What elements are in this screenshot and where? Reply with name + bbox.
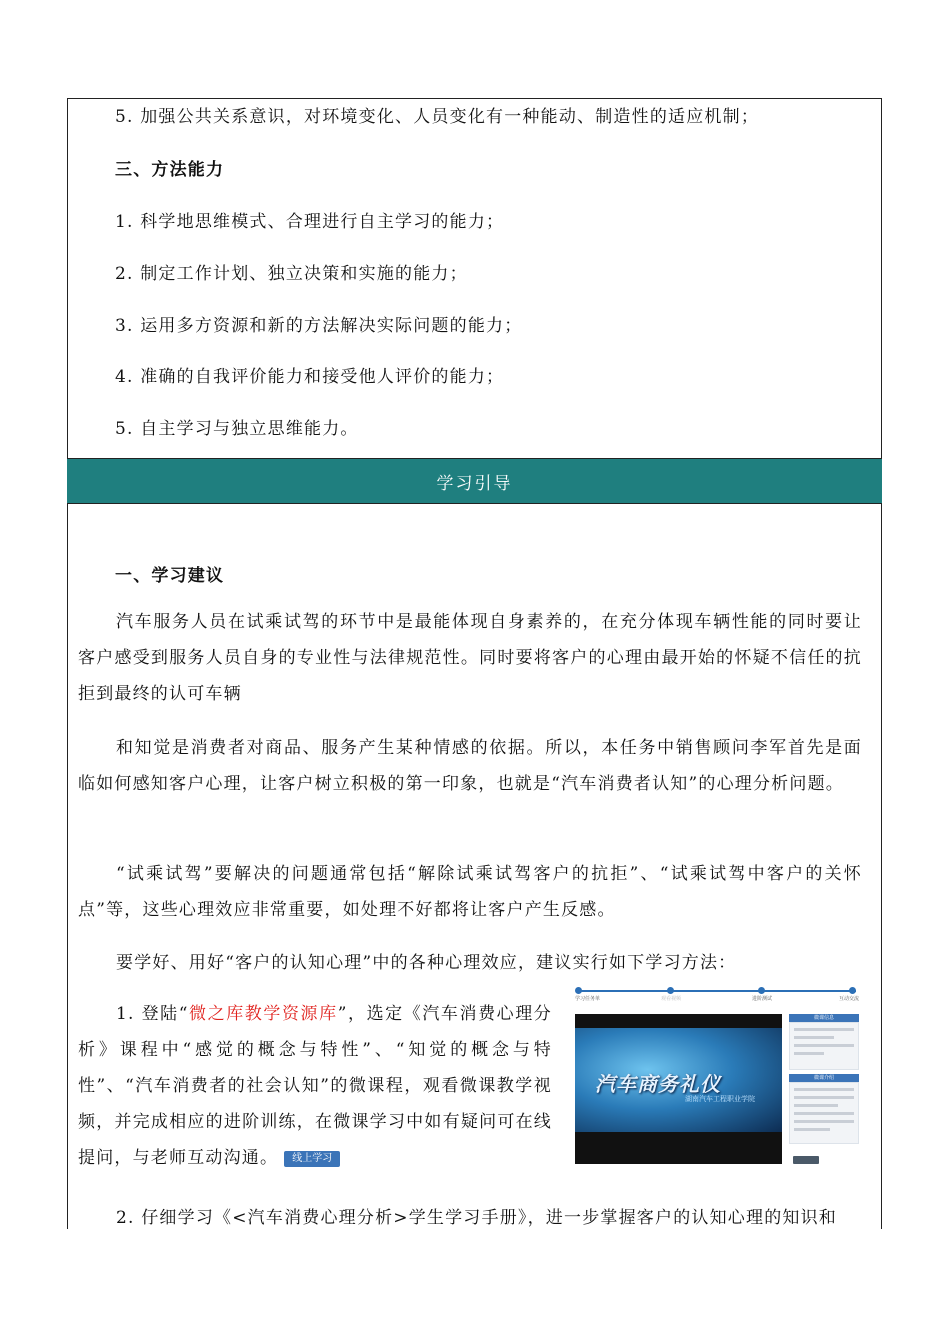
method-ability-item-2: 2. 制定工作计划、独立决策和实施的能力； [115,264,468,284]
resource-library-link[interactable]: 微之库教学资源库 [188,1004,338,1024]
video-title: 汽车商务礼仪 [595,1072,721,1096]
study-advice-heading: 一、学习建议 [115,566,225,586]
course-info-header: 微课信息 [789,1014,859,1022]
course-sidebar [789,1014,859,1164]
step-2-paragraph: 2. 仔细学习《<汽车消费心理分析>学生学习手册》，进一步掌握客户的认知心理的知识和 [116,1208,838,1228]
course-intro-header: 微课介绍 [789,1074,859,1082]
learning-guide-band [67,458,882,504]
advice-paragraph-4: 要学好、用好“客户的认知心理”中的各种心理效应，建议实行如下学习方法： [116,953,737,973]
method-ability-item-1: 1. 科学地思维模式、合理进行自主学习的能力； [115,212,505,232]
step-1-text: ”，选定《汽车消费心理分析》课程中“感觉的概念与特性”、“知觉的概念与特性”、“汽车消费者的社会认知”的微课程，观看微课教学视频，并完成相应的进阶训练，在微课学习中如有疑问可在线提问，与老师互动沟通。 [78,1004,553,1168]
method-ability-heading: 三、方法能力 [115,160,225,180]
course-screenshot [571,986,864,1166]
start-learning-button[interactable] [793,1156,819,1164]
advice-paragraph-3: “试乘试驾”要解决的问题通常包括“解除试乘试驾客户的抗拒”、“试乘试驾中客户的关怀点”等，这些心理效应非常重要，如处理不好都将让客户产生反感。 [78,864,862,920]
progress-label-4: 互动交流 [839,996,860,1002]
step-1-paragraph [78,996,552,1176]
course-intro-box [789,1082,859,1144]
video-subtitle: 湖南汽车工程职业学院 [685,1095,755,1103]
advice-paragraph-2: 和知觉是消费者对商品、服务产生某种情感的依据。所以，本任务中销售顾问李军首先是面临如何感知客户心理，让客户树立积极的第一印象，也就是“汽车消费者认知”的心理分析问题。 [78,738,862,794]
video-player[interactable] [575,1014,782,1164]
method-ability-item-4: 4. 准确的自我评价能力和接受他人评价的能力； [115,367,505,387]
learning-guide-title: 学习引导 [436,473,513,494]
progress-label-3: 进阶测试 [752,996,773,1002]
social-ability-item-5: 5. 加强公共关系意识，对环境变化、人员变化有一种能动、制造性的适应机制； [115,107,760,127]
online-learning-button[interactable]: 线上学习 [284,1151,340,1167]
step-1-prefix: 1. 登陆“ [116,1004,189,1024]
progress-label-1: 学习任务单 [575,996,601,1002]
course-progress-bar [575,986,860,1000]
method-ability-item-5: 5. 自主学习与独立思维能力。 [115,419,359,439]
progress-label-2: 观看视频 [661,996,682,1002]
video-frame [575,1028,782,1132]
method-ability-item-3: 3. 运用多方资源和新的方法解决实际问题的能力； [115,316,523,336]
course-info-box [789,1022,859,1070]
advice-paragraph-1: 汽车服务人员在试乘试驾的环节中是最能体现自身素养的，在充分体现车辆性能的同时要让客户感受到服务人员自身的专业性与法律规范性。同时要将客户的心理由最开始的怀疑不信任的抗拒到最终的认可车辆 [78,612,862,704]
